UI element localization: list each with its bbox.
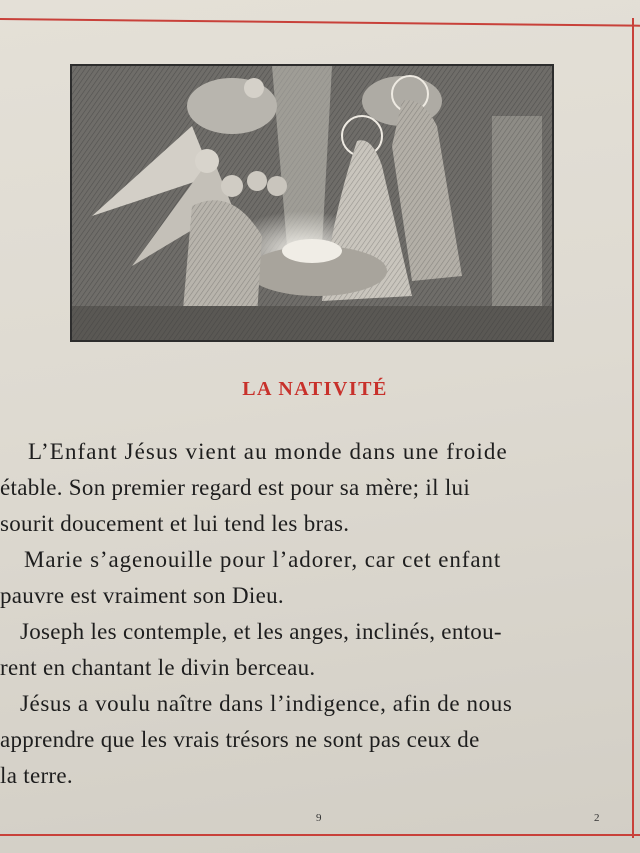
text-line: étable. Son premier regard est pour sa mère; il lui [0, 475, 471, 500]
text-line: la terre. [0, 763, 73, 788]
signature-mark: 2 [594, 812, 600, 824]
text-line: pauvre est vraiment son Dieu. [0, 583, 284, 608]
body-text [0, 434, 640, 794]
red-border-top [0, 18, 640, 27]
text-line: Marie s’agenouille pour l’adorer, car cet enfant [24, 547, 502, 572]
text-line: Jésus a voulu naître dans l’indigence, afin de nous [20, 691, 513, 716]
red-border-bottom [0, 834, 640, 836]
nativity-engraving [70, 64, 554, 342]
text-line: L’Enfant Jésus vient au monde dans une froide [28, 439, 508, 464]
page-number: 9 [316, 812, 322, 824]
text-line: rent en chantant le divin berceau. [0, 655, 316, 680]
nativity-engraving-icon [72, 66, 552, 340]
chapter-title: LA NATIVITÉ [242, 378, 388, 400]
text-line: apprendre que les vrais trésors ne sont pas ceux de [0, 727, 480, 752]
text-line: sourit doucement et lui tend les bras. [0, 511, 350, 536]
text-line: Joseph les contemple, et les anges, inclinés, entou- [20, 619, 502, 644]
